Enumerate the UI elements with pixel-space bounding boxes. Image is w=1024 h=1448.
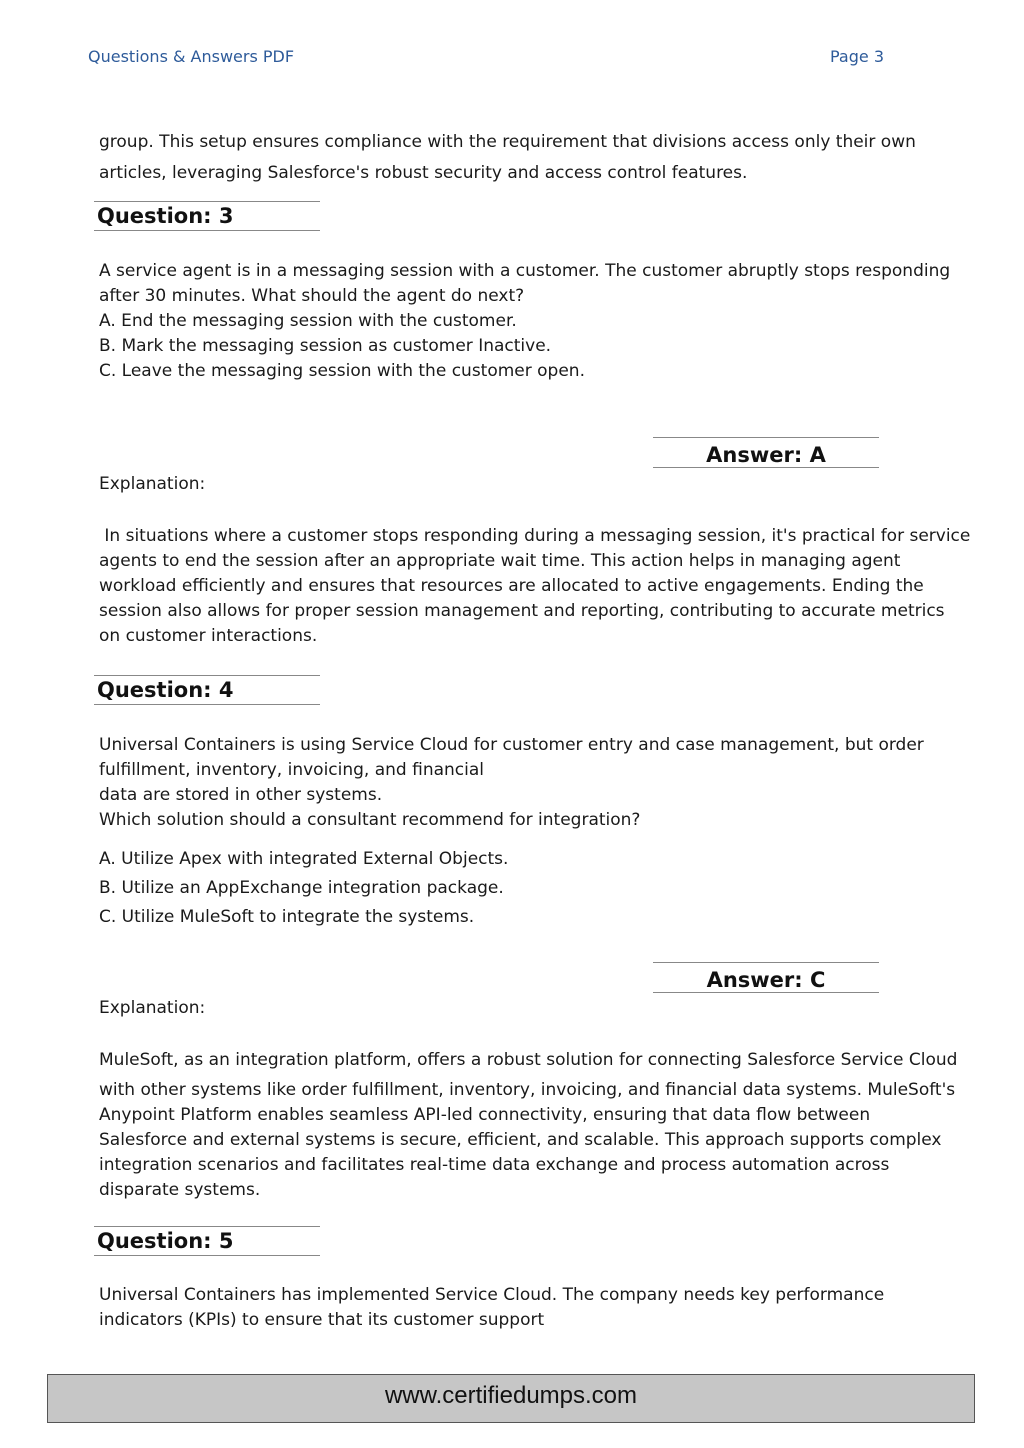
- question-4-text: [99, 733, 979, 833]
- option-b: B. Mark the messaging session as customer Inactive.: [99, 336, 552, 356]
- question-3-answer: Answer: A: [706, 443, 826, 467]
- text-line: MuleSoft, as an integration platform, offers a robust solution for connecting Salesforce Service Cloud: [99, 1050, 958, 1070]
- text-line: Universal Containers is using Service Cloud for customer entry and case management, but order: [99, 735, 924, 755]
- question-5-text: [99, 1283, 979, 1333]
- text-line: on customer interactions.: [99, 626, 318, 646]
- question-3-explanation: [99, 524, 979, 649]
- question-4-explanation-label: Explanation:: [99, 998, 206, 1018]
- question-3-heading: Question: 3: [97, 204, 234, 228]
- option-b: B. Utilize an AppExchange integration package.: [99, 878, 504, 898]
- text-line: A service agent is in a messaging session with a customer. The customer abruptly stops responding: [99, 261, 951, 281]
- question-5-heading-box: [94, 1226, 320, 1256]
- text-line: session also allows for proper session management and reporting, contributing to accurate metrics: [99, 601, 945, 621]
- header-title: Questions & Answers PDF: [88, 47, 295, 66]
- question-4-answer-box: [653, 962, 879, 993]
- text-line: data are stored in other systems.: [99, 785, 383, 805]
- question-4-answer: Answer: C: [706, 968, 826, 992]
- text-line: after 30 minutes. What should the agent do next?: [99, 286, 525, 306]
- text-line: articles, leveraging Salesforce's robust security and access control features.: [99, 163, 748, 183]
- option-a: A. End the messaging session with the customer.: [99, 311, 517, 331]
- question-4-heading: Question: 4: [97, 678, 234, 702]
- question-4-explanation: [99, 1048, 979, 1203]
- page-number: Page 3: [830, 47, 884, 66]
- option-c: C. Utilize MuleSoft to integrate the systems.: [99, 907, 475, 927]
- footer-bar: [47, 1374, 975, 1423]
- text-line: fulfillment, inventory, invoicing, and financial: [99, 760, 485, 780]
- question-3-explanation-label: Explanation:: [99, 474, 206, 494]
- text-line: Universal Containers has implemented Service Cloud. The company needs key performance: [99, 1285, 885, 1305]
- question-4-options: [99, 845, 979, 932]
- text-line: indicators (KPIs) to ensure that its customer support: [99, 1310, 545, 1330]
- footer-url[interactable]: www.certifiedumps.com: [384, 1382, 638, 1409]
- text-line: agents to end the session after an appropriate wait time. This action helps in managing agent: [99, 551, 901, 571]
- text-line: Salesforce and external systems is secure, efficient, and scalable. This approach supports complex: [99, 1130, 942, 1150]
- text-line: Which solution should a consultant recommend for integration?: [99, 810, 641, 830]
- question-3-text: [99, 259, 979, 384]
- option-a: A. Utilize Apex with integrated External Objects.: [99, 849, 509, 869]
- text-line: group. This setup ensures compliance with the requirement that divisions access only their own: [99, 132, 916, 152]
- text-line: In situations where a customer stops responding during a messaging session, it's practical for service: [99, 526, 971, 546]
- text-line: disparate systems.: [99, 1180, 261, 1200]
- text-line: integration scenarios and facilitates real-time data exchange and process automation across: [99, 1155, 890, 1175]
- text-line: workload efficiently and ensures that resources are allocated to active engagements. Ending the: [99, 576, 924, 596]
- question-4-heading-box: [94, 675, 320, 705]
- text-line: Anypoint Platform enables seamless API-led connectivity, ensuring that data flow between: [99, 1105, 871, 1125]
- question-3-answer-box: [653, 437, 879, 468]
- option-c: C. Leave the messaging session with the customer open.: [99, 361, 585, 381]
- text-line: with other systems like order fulfillment, inventory, invoicing, and financial data systems. MuleSoft's: [99, 1080, 956, 1100]
- question-3-heading-box: [94, 201, 320, 231]
- intro-paragraph: [99, 127, 979, 189]
- question-5-heading: Question: 5: [97, 1229, 234, 1253]
